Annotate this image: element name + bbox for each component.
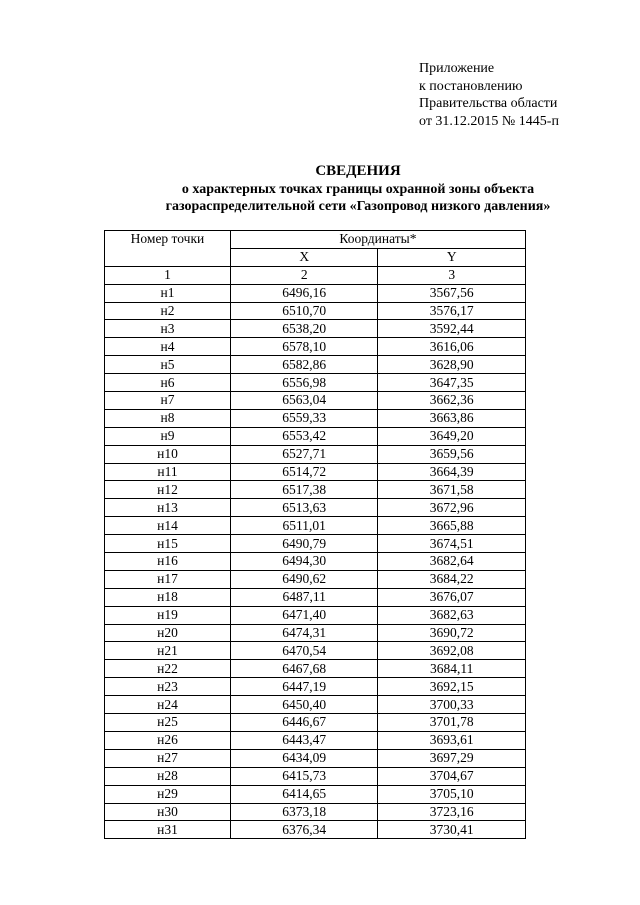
table-row — [105, 338, 526, 356]
x-cell: 6517,38 — [230, 481, 378, 499]
x-cell: 6376,34 — [230, 821, 378, 839]
x-cell: 6446,67 — [230, 714, 378, 732]
x-cell: 6559,33 — [230, 409, 378, 427]
point-cell: н12 — [105, 481, 231, 499]
appendix-line-2: к постановлению — [419, 78, 523, 94]
table-row — [105, 678, 526, 696]
point-cell: н5 — [105, 356, 231, 374]
table-row — [105, 445, 526, 463]
point-cell: н6 — [105, 374, 231, 392]
y-cell: 3592,44 — [378, 320, 526, 338]
x-cell: 6496,16 — [230, 284, 378, 302]
table-row — [105, 714, 526, 732]
x-cell: 6563,04 — [230, 392, 378, 410]
y-cell: 3671,58 — [378, 481, 526, 499]
table-row — [105, 588, 526, 606]
x-cell: 6470,54 — [230, 642, 378, 660]
point-cell: н3 — [105, 320, 231, 338]
x-cell: 6443,47 — [230, 731, 378, 749]
x-cell: 6527,71 — [230, 445, 378, 463]
point-cell: н28 — [105, 767, 231, 785]
y-cell: 3693,61 — [378, 731, 526, 749]
table-row — [105, 356, 526, 374]
table-row — [105, 374, 526, 392]
column-number-1: 1 — [105, 266, 231, 284]
x-cell: 6510,70 — [230, 302, 378, 320]
point-cell: н26 — [105, 731, 231, 749]
point-cell: н15 — [105, 535, 231, 553]
point-cell: н2 — [105, 302, 231, 320]
table-row — [105, 392, 526, 410]
y-cell: 3662,36 — [378, 392, 526, 410]
x-cell: 6434,09 — [230, 749, 378, 767]
heading-title: СВЕДЕНИЯ — [315, 163, 401, 179]
point-cell: н25 — [105, 714, 231, 732]
x-cell: 6447,19 — [230, 678, 378, 696]
table-row — [105, 427, 526, 445]
header-y: Y — [378, 248, 526, 266]
x-cell: 6514,72 — [230, 463, 378, 481]
x-cell: 6578,10 — [230, 338, 378, 356]
table-row — [105, 696, 526, 714]
table-row — [105, 749, 526, 767]
y-cell: 3705,10 — [378, 785, 526, 803]
heading-line-3: газораспределительной сети «Газопровод низкого давления» — [165, 199, 551, 214]
point-cell: н13 — [105, 499, 231, 517]
table-row — [105, 803, 526, 821]
point-cell: н11 — [105, 463, 231, 481]
x-cell: 6415,73 — [230, 767, 378, 785]
y-cell: 3682,64 — [378, 553, 526, 571]
x-cell: 6474,31 — [230, 624, 378, 642]
table-row — [105, 821, 526, 839]
y-cell: 3730,41 — [378, 821, 526, 839]
table-row — [105, 731, 526, 749]
coordinates-table-body — [105, 231, 526, 839]
appendix-line-3: Правительства области — [419, 96, 558, 111]
y-cell: 3576,17 — [378, 302, 526, 320]
y-cell: 3647,35 — [378, 374, 526, 392]
table-row — [105, 767, 526, 785]
y-cell: 3697,29 — [378, 749, 526, 767]
y-cell: 3649,20 — [378, 427, 526, 445]
header-x: X — [230, 248, 378, 266]
table-row — [105, 624, 526, 642]
table-row — [105, 553, 526, 571]
y-cell: 3682,63 — [378, 606, 526, 624]
appendix-line-1: Приложение — [419, 61, 495, 76]
heading-line-2: о характерных точках границы охранной зоны объекта — [181, 181, 535, 197]
header-point-number: Номер точки — [105, 231, 231, 267]
table-row — [105, 302, 526, 320]
point-cell: н8 — [105, 409, 231, 427]
y-cell: 3663,86 — [378, 409, 526, 427]
y-cell: 3690,72 — [378, 624, 526, 642]
table-row — [105, 499, 526, 517]
x-cell: 6471,40 — [230, 606, 378, 624]
y-cell: 3664,39 — [378, 463, 526, 481]
column-number-2: 2 — [230, 266, 378, 284]
point-cell: н22 — [105, 660, 231, 678]
table-row — [105, 517, 526, 535]
y-cell: 3700,33 — [378, 696, 526, 714]
y-cell: 3704,67 — [378, 767, 526, 785]
table-row — [105, 535, 526, 553]
x-cell: 6490,79 — [230, 535, 378, 553]
y-cell: 3628,90 — [378, 356, 526, 374]
point-cell: н10 — [105, 445, 231, 463]
point-cell: н18 — [105, 588, 231, 606]
point-cell: н7 — [105, 392, 231, 410]
coordinates-table — [104, 230, 526, 839]
y-cell: 3659,56 — [378, 445, 526, 463]
y-cell: 3674,51 — [378, 535, 526, 553]
x-cell: 6582,86 — [230, 356, 378, 374]
point-cell: н4 — [105, 338, 231, 356]
point-cell: н9 — [105, 427, 231, 445]
x-cell: 6494,30 — [230, 553, 378, 571]
point-cell: н24 — [105, 696, 231, 714]
x-cell: 6513,63 — [230, 499, 378, 517]
point-cell: н21 — [105, 642, 231, 660]
point-cell: н31 — [105, 821, 231, 839]
point-cell: н30 — [105, 803, 231, 821]
table-row — [105, 409, 526, 427]
y-cell: 3684,11 — [378, 660, 526, 678]
y-cell: 3684,22 — [378, 570, 526, 588]
x-cell: 6556,98 — [230, 374, 378, 392]
point-cell: н16 — [105, 553, 231, 571]
table-row — [105, 642, 526, 660]
x-cell: 6511,01 — [230, 517, 378, 535]
table-row — [105, 481, 526, 499]
point-cell: н17 — [105, 570, 231, 588]
table-row — [105, 284, 526, 302]
x-cell: 6490,62 — [230, 570, 378, 588]
table-row — [105, 606, 526, 624]
x-cell: 6373,18 — [230, 803, 378, 821]
y-cell: 3723,16 — [378, 803, 526, 821]
table-row — [105, 570, 526, 588]
appendix-line-4: от 31.12.2015 № 1445-п — [419, 113, 559, 129]
point-cell: н1 — [105, 284, 231, 302]
point-cell: н14 — [105, 517, 231, 535]
y-cell: 3672,96 — [378, 499, 526, 517]
point-cell: н23 — [105, 678, 231, 696]
table-row — [105, 320, 526, 338]
y-cell: 3616,06 — [378, 338, 526, 356]
table-row — [105, 785, 526, 803]
x-cell: 6450,40 — [230, 696, 378, 714]
table-row — [105, 660, 526, 678]
table-header-row — [105, 231, 526, 249]
y-cell: 3692,15 — [378, 678, 526, 696]
document-heading — [0, 163, 640, 216]
x-cell: 6538,20 — [230, 320, 378, 338]
y-cell: 3692,08 — [378, 642, 526, 660]
appendix-block — [419, 60, 559, 130]
x-cell: 6487,11 — [230, 588, 378, 606]
table-column-numbers-row — [105, 266, 526, 284]
y-cell: 3567,56 — [378, 284, 526, 302]
point-cell: н20 — [105, 624, 231, 642]
y-cell: 3676,07 — [378, 588, 526, 606]
x-cell: 6553,42 — [230, 427, 378, 445]
y-cell: 3665,88 — [378, 517, 526, 535]
y-cell: 3701,78 — [378, 714, 526, 732]
column-number-3: 3 — [378, 266, 526, 284]
point-cell: н19 — [105, 606, 231, 624]
point-cell: н29 — [105, 785, 231, 803]
table-row — [105, 463, 526, 481]
x-cell: 6467,68 — [230, 660, 378, 678]
x-cell: 6414,65 — [230, 785, 378, 803]
header-coordinates: Координаты* — [230, 231, 525, 249]
point-cell: н27 — [105, 749, 231, 767]
